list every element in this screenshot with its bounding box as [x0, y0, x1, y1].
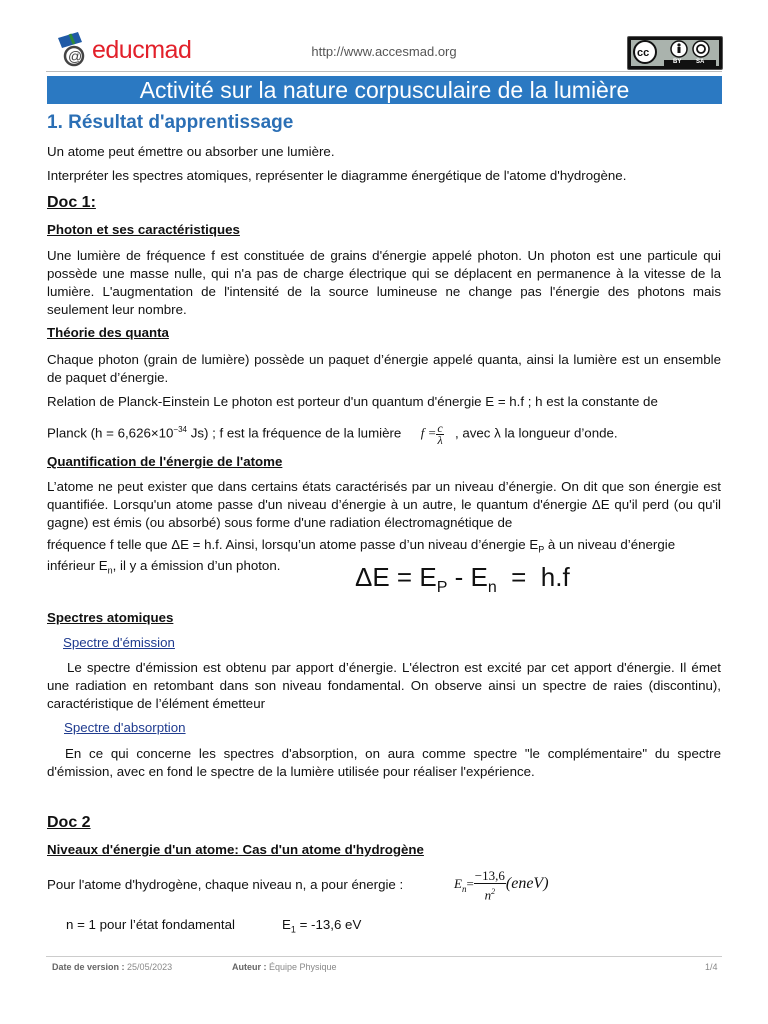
e1-value: [282, 917, 361, 935]
spectres-heading: Spectres atomiques: [47, 610, 174, 625]
cc-sa-label: SA: [696, 59, 705, 65]
en-denominator: [474, 884, 506, 902]
version-label: Date de version :: [52, 962, 125, 972]
site-url[interactable]: http://www.accesmad.org: [311, 44, 457, 59]
learning-line-1: Un atome peut émettre ou absorber une lumière.: [47, 144, 335, 159]
logo-text: educmad: [92, 36, 192, 64]
svg-text:cc: cc: [637, 47, 650, 59]
en-numerator: −13,6: [474, 868, 505, 883]
quantification-heading: Quantification de l'énergie de l'atome: [47, 454, 283, 469]
header-rule: [46, 71, 722, 72]
quantif-text-b: à un niveau d’énergie: [544, 537, 676, 552]
en-eq: =: [466, 876, 474, 892]
formula-part-a: ΔE = E: [355, 562, 437, 592]
cc-by-label: BY: [673, 59, 682, 65]
quantif-text-c: inférieur E: [47, 558, 108, 573]
en-lhs-sub: n: [461, 883, 467, 894]
en-fraction: [474, 868, 506, 902]
quantif-text-a: fréquence f telle que ΔE = h.f. Ainsi, lorsqu’un atome passe d’un niveau d’énergie E: [47, 537, 539, 552]
svg-text:@: @: [68, 48, 83, 64]
learning-line-2: Interpréter les spectres atomiques, représenter le diagramme énergétique de l'atome d'hydrogène.: [47, 168, 627, 183]
quantif-sub-n: n: [107, 565, 113, 576]
cc-license-badge[interactable]: [627, 36, 723, 70]
planck-text-c: , avec λ la longueur d’onde.: [454, 425, 618, 441]
doc2-title: Doc 2: [47, 814, 91, 831]
en-den-exp: 2: [491, 887, 496, 896]
quantification-line-4: [47, 536, 721, 559]
quantification-paragraph: L’atome ne peut exister que dans certains états caractérisés par un niveau d’énergie. On dit que son énergie est quantifiée. Lorsqu'un atome passe d'un niveau d’énergie à un autre, le quantum d'énergie ΔE qu'il perd (ou qu'il gagne) est émis (ou absorbé) sous forme d'une radiation électromagnétique de: [47, 479, 721, 530]
section-title: 1. Résultat d'apprentissage: [47, 112, 294, 133]
quantif-text-d: , il y a émission d’un photon.: [112, 558, 281, 573]
planck-line-2: [47, 421, 721, 446]
e1-symbol: E: [282, 917, 291, 932]
e1-text: = -13,6 eV: [295, 917, 362, 932]
en-unit: (eneV): [505, 875, 549, 893]
energy-level-text: Pour l'atome d'hydrogène, chaque niveau n, a pour énergie :: [47, 877, 404, 892]
emission-link[interactable]: Spectre d'émission: [63, 635, 175, 650]
version-value: 25/05/2023: [127, 962, 173, 972]
doc2-subtitle: Niveaux d'énergie d'un atome: Cas d'un atome d'hydrogène: [47, 842, 424, 857]
formula-sub-p: P: [436, 579, 448, 597]
photon-heading: Photon et ses caractéristiques: [47, 222, 240, 237]
formula-fraction: [436, 420, 443, 447]
quanta-heading: Théorie des quanta: [47, 325, 169, 340]
author-label: Auteur :: [232, 962, 267, 972]
formula-sub-n: n: [487, 579, 497, 597]
emission-paragraph: Le spectre d'émission est obtenu par apport d’énergie. L'électron est excité par cet apport d'énergie. Il émet une radiation en retombant dans son niveau fondamental. On observe ainsi un spectre de raies (discontinu), caractéristique de l’élément émetteur: [47, 660, 721, 711]
absorption-link[interactable]: Spectre d'absorption: [64, 720, 186, 735]
absorption-paragraph: En ce qui concerne les spectres d'absorption, on aura comme spectre "le complémentaire" du spectre d'émission, avec en fond le spectre de la lumière utilisée pour réaliser l'expérience.: [47, 746, 721, 779]
planck-exponent: −34: [173, 425, 187, 434]
energy-relation-formula: [355, 562, 570, 597]
quantif-sub-p: P: [538, 544, 545, 555]
en-den-n: n: [484, 887, 492, 903]
e1-sub: 1: [290, 924, 296, 935]
ground-state-text: n = 1 pour l’état fondamental: [66, 917, 235, 932]
planck-line-1: Relation de Planck-Einstein Le photon est porteur d'un quantum d'énergie E = h.f ; h est la constante de: [47, 394, 658, 409]
formula-lambda: λ: [437, 432, 443, 447]
photon-paragraph: Une lumière de fréquence f est constituée de grains d'énergie appelé photon. Un photon est une particule qui possède une masse nulle, qui n'a pas de charge électrique qui se déplacent en permanence à la vitesse de la lumière. L'augmentation de l'intensité de la source lumineuse ne change pas l'énergie des photons mais seulement leur nombre.: [47, 248, 721, 317]
author-value: Équipe Physique: [269, 962, 337, 972]
formula-part-b: - E: [447, 562, 488, 592]
planck-text-a: Planck (h = 6,626×10: [47, 425, 174, 441]
en-lhs: E: [454, 876, 462, 892]
footer-version: [52, 962, 172, 972]
formula-part-c: = h.f: [496, 562, 570, 592]
page-number: 1/4: [705, 962, 718, 972]
quantification-line-5: [47, 558, 280, 576]
page-title-banner: Activité sur la nature corpusculaire de la lumière: [47, 76, 722, 104]
planck-text-b: Js) ; f est la fréquence de la lumière: [187, 425, 402, 441]
doc1-title: Doc 1:: [47, 194, 96, 211]
quanta-paragraph: Chaque photon (grain de lumière) possède un paquet d’énergie appelé quanta, ainsi la lumière est un ensemble de paquet d’énergie.: [47, 352, 721, 385]
frequency-formula: [420, 420, 447, 447]
energy-level-formula: [454, 868, 549, 902]
formula-f: f =: [420, 425, 437, 441]
footer-author: [232, 962, 337, 972]
footer-rule: [46, 956, 722, 957]
formula-c: c: [437, 420, 443, 435]
